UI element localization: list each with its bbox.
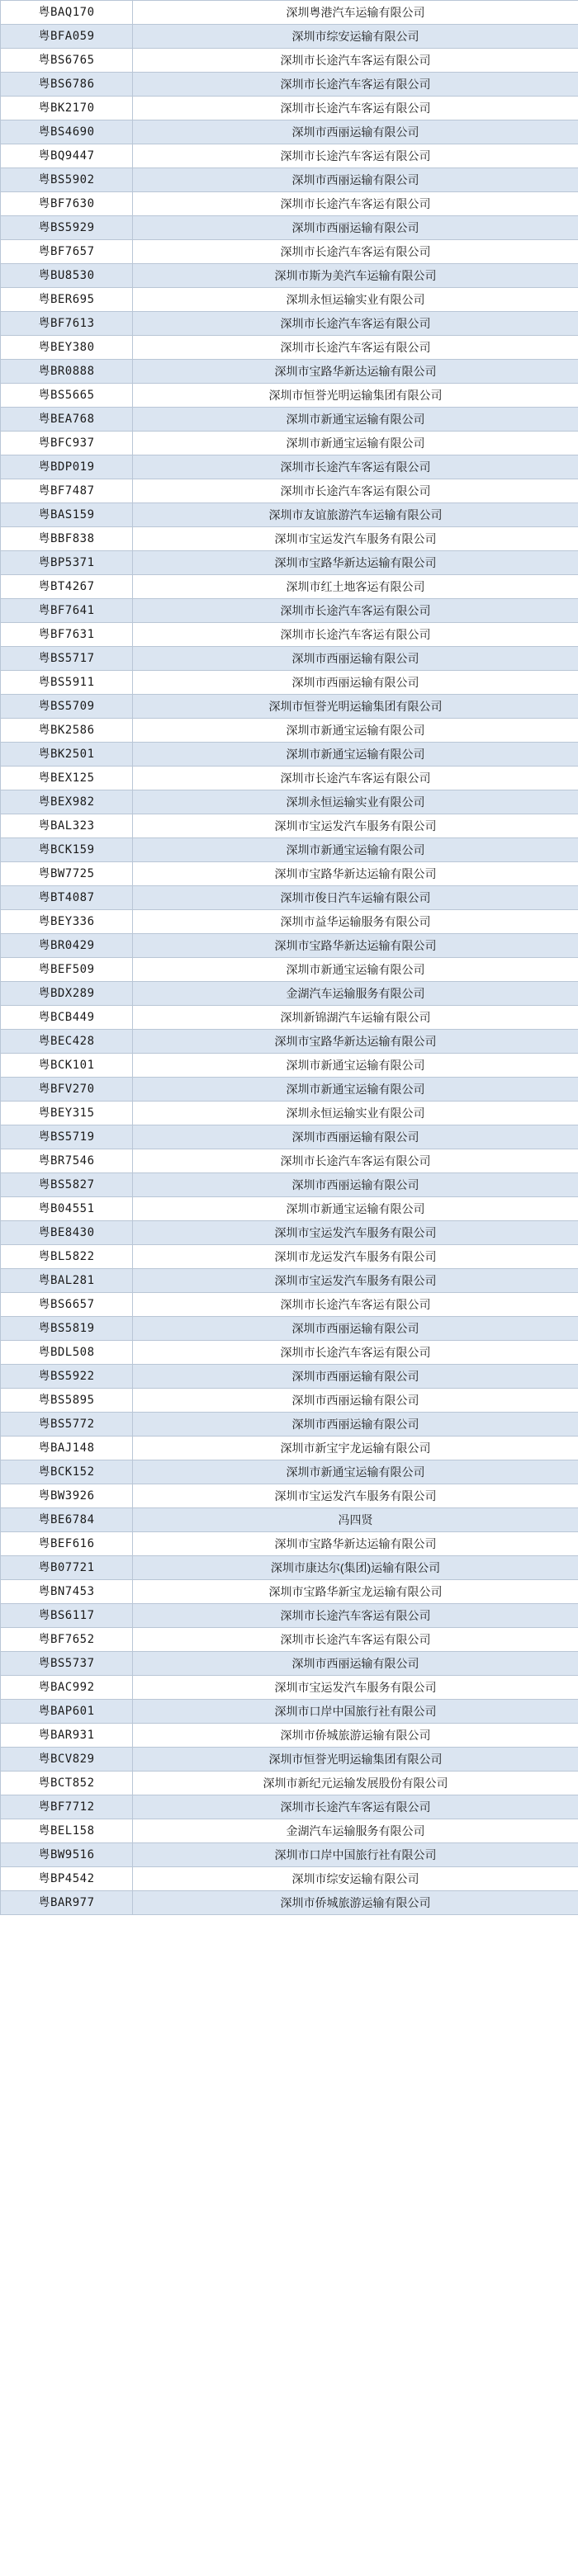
plate-number-cell: 粤BS4690 xyxy=(1,120,133,144)
company-name-cell: 深圳市西丽运输有限公司 xyxy=(133,216,578,240)
plate-number-cell: 粤BF7613 xyxy=(1,312,133,336)
company-name-cell: 深圳市益华运输服务有限公司 xyxy=(133,910,578,934)
company-name-cell: 深圳市俊日汽车运输有限公司 xyxy=(133,886,578,910)
table-row xyxy=(1,1508,578,1532)
table-row xyxy=(1,1556,578,1580)
plate-number-cell: 粤BF7657 xyxy=(1,240,133,264)
table-row xyxy=(1,1078,578,1102)
table-row xyxy=(1,1125,578,1149)
table-row xyxy=(1,1724,578,1748)
plate-number-cell: 粤BF7630 xyxy=(1,192,133,216)
company-name-cell: 深圳市宝运发汽车服务有限公司 xyxy=(133,1676,578,1700)
table-row xyxy=(1,97,578,120)
plate-number-cell: 粤BF7631 xyxy=(1,623,133,647)
company-name-cell: 深圳市长途汽车客运有限公司 xyxy=(133,312,578,336)
company-name-cell: 深圳市长途汽车客运有限公司 xyxy=(133,1293,578,1317)
table-row xyxy=(1,240,578,264)
company-name-cell: 深圳市综安运输有限公司 xyxy=(133,1867,578,1891)
plate-number-cell: 粤BFA059 xyxy=(1,25,133,49)
plate-number-cell: 粤BEF509 xyxy=(1,958,133,982)
company-name-cell: 深圳市新通宝运输有限公司 xyxy=(133,958,578,982)
table-row xyxy=(1,551,578,575)
company-name-cell: 深圳市新通宝运输有限公司 xyxy=(133,838,578,862)
table-row xyxy=(1,623,578,647)
plate-number-cell: 粤B07721 xyxy=(1,1556,133,1580)
plate-number-cell: 粤BEL158 xyxy=(1,1819,133,1843)
company-name-cell: 深圳市长途汽车客运有限公司 xyxy=(133,144,578,168)
plate-number-cell: 粤BAQ170 xyxy=(1,1,133,25)
table-row xyxy=(1,1795,578,1819)
company-name-cell: 深圳市宝路华新达运输有限公司 xyxy=(133,360,578,384)
company-name-cell: 深圳市新通宝运输有限公司 xyxy=(133,432,578,455)
company-name-cell: 深圳永恒运输实业有限公司 xyxy=(133,790,578,814)
table-row xyxy=(1,743,578,767)
plate-number-cell: 粤BS6117 xyxy=(1,1604,133,1628)
company-name-cell: 深圳市宝路华新达运输有限公司 xyxy=(133,1030,578,1054)
plate-number-cell: 粤BAL323 xyxy=(1,814,133,838)
company-name-cell: 深圳市侨城旅游运输有限公司 xyxy=(133,1724,578,1748)
table-row xyxy=(1,49,578,73)
company-name-cell: 深圳市西丽运输有限公司 xyxy=(133,168,578,192)
company-name-cell: 深圳市口岸中国旅行社有限公司 xyxy=(133,1843,578,1867)
table-row xyxy=(1,1843,578,1867)
plate-number-cell: 粤BE6784 xyxy=(1,1508,133,1532)
company-name-cell: 深圳市长途汽车客运有限公司 xyxy=(133,1604,578,1628)
company-name-cell: 深圳市宝运发汽车服务有限公司 xyxy=(133,1269,578,1293)
table-row xyxy=(1,168,578,192)
plate-number-cell: 粤BDL508 xyxy=(1,1341,133,1365)
table-row xyxy=(1,767,578,790)
table-row xyxy=(1,1365,578,1389)
plate-number-cell: 粤BN7453 xyxy=(1,1580,133,1604)
table-row xyxy=(1,1389,578,1413)
company-name-cell: 深圳市西丽运输有限公司 xyxy=(133,1173,578,1197)
plate-number-cell: 粤BP5371 xyxy=(1,551,133,575)
plate-number-cell: 粤BAP601 xyxy=(1,1700,133,1724)
table-row xyxy=(1,1819,578,1843)
company-name-cell: 深圳市西丽运输有限公司 xyxy=(133,1125,578,1149)
plate-number-cell: 粤BS5709 xyxy=(1,695,133,719)
table-row xyxy=(1,120,578,144)
plate-number-cell: 粤BS5719 xyxy=(1,1125,133,1149)
plate-number-cell: 粤BP4542 xyxy=(1,1867,133,1891)
company-name-cell: 深圳市长途汽车客运有限公司 xyxy=(133,623,578,647)
company-name-cell: 深圳市西丽运输有限公司 xyxy=(133,647,578,671)
table-row xyxy=(1,1269,578,1293)
table-row xyxy=(1,408,578,432)
plate-number-cell: 粤BR0888 xyxy=(1,360,133,384)
table-row xyxy=(1,814,578,838)
table-row xyxy=(1,599,578,623)
company-name-cell: 深圳粤港汽车运输有限公司 xyxy=(133,1,578,25)
company-name-cell: 金湖汽车运输服务有限公司 xyxy=(133,1819,578,1843)
company-name-cell: 深圳市新通宝运输有限公司 xyxy=(133,719,578,743)
table-row xyxy=(1,1102,578,1125)
plate-number-cell: 粤BF7641 xyxy=(1,599,133,623)
plate-number-cell: 粤BEX125 xyxy=(1,767,133,790)
company-name-cell: 深圳市新纪元运输发展股份有限公司 xyxy=(133,1772,578,1795)
table-row xyxy=(1,1221,578,1245)
plate-number-cell: 粤B04551 xyxy=(1,1197,133,1221)
plate-number-cell: 粤BEY336 xyxy=(1,910,133,934)
plate-number-cell: 粤BK2586 xyxy=(1,719,133,743)
company-name-cell: 深圳市新宝宇龙运输有限公司 xyxy=(133,1437,578,1460)
company-name-cell: 深圳市长途汽车客运有限公司 xyxy=(133,1628,578,1652)
plate-number-cell: 粤BS5717 xyxy=(1,647,133,671)
plate-number-cell: 粤BK2170 xyxy=(1,97,133,120)
company-name-cell: 深圳市宝路华新达运输有限公司 xyxy=(133,934,578,958)
plate-number-cell: 粤BEY315 xyxy=(1,1102,133,1125)
company-name-cell: 深圳市宝路华新达运输有限公司 xyxy=(133,551,578,575)
table-row xyxy=(1,838,578,862)
table-row xyxy=(1,1700,578,1724)
plate-number-cell: 粤BAS159 xyxy=(1,503,133,527)
table-row xyxy=(1,73,578,97)
plate-number-cell: 粤BCB449 xyxy=(1,1006,133,1030)
company-name-cell: 深圳永恒运输实业有限公司 xyxy=(133,1102,578,1125)
company-name-cell: 深圳市长途汽车客运有限公司 xyxy=(133,479,578,503)
company-name-cell: 深圳市长途汽车客运有限公司 xyxy=(133,97,578,120)
table-row xyxy=(1,479,578,503)
company-name-cell: 深圳市长途汽车客运有限公司 xyxy=(133,192,578,216)
plate-number-cell: 粤BF7487 xyxy=(1,479,133,503)
company-name-cell: 深圳市宝路华新达运输有限公司 xyxy=(133,862,578,886)
plate-number-cell: 粤BE8430 xyxy=(1,1221,133,1245)
table-row xyxy=(1,288,578,312)
table-row xyxy=(1,1413,578,1437)
table-row xyxy=(1,862,578,886)
table-row xyxy=(1,790,578,814)
company-name-cell: 深圳市西丽运输有限公司 xyxy=(133,1389,578,1413)
table-row xyxy=(1,527,578,551)
table-body xyxy=(1,1,578,1915)
company-name-cell: 深圳市口岸中国旅行社有限公司 xyxy=(133,1700,578,1724)
company-name-cell: 深圳市新通宝运输有限公司 xyxy=(133,1460,578,1484)
table-row xyxy=(1,1245,578,1269)
table-row xyxy=(1,264,578,288)
plate-number-cell: 粤BK2501 xyxy=(1,743,133,767)
table-row xyxy=(1,647,578,671)
company-name-cell: 深圳市恒誉光明运输集团有限公司 xyxy=(133,1748,578,1772)
table-row xyxy=(1,1341,578,1365)
plate-number-cell: 粤BS6657 xyxy=(1,1293,133,1317)
company-name-cell: 深圳市长途汽车客运有限公司 xyxy=(133,1341,578,1365)
plate-number-cell: 粤BW9516 xyxy=(1,1843,133,1867)
plate-number-cell: 粤BDP019 xyxy=(1,455,133,479)
company-name-cell: 深圳市长途汽车客运有限公司 xyxy=(133,49,578,73)
table-row xyxy=(1,1173,578,1197)
company-name-cell: 深圳市新通宝运输有限公司 xyxy=(133,408,578,432)
plate-number-cell: 粤BAR931 xyxy=(1,1724,133,1748)
plate-number-cell: 粤BS5922 xyxy=(1,1365,133,1389)
table-row xyxy=(1,1,578,25)
table-row xyxy=(1,1460,578,1484)
plate-number-cell: 粤BL5822 xyxy=(1,1245,133,1269)
table-row xyxy=(1,503,578,527)
plate-number-cell: 粤BR7546 xyxy=(1,1149,133,1173)
plate-number-cell: 粤BEF616 xyxy=(1,1532,133,1556)
plate-number-cell: 粤BS6786 xyxy=(1,73,133,97)
company-name-cell: 深圳市长途汽车客运有限公司 xyxy=(133,240,578,264)
table-row xyxy=(1,1484,578,1508)
company-name-cell: 深圳市宝路华新达运输有限公司 xyxy=(133,1532,578,1556)
company-name-cell: 深圳市西丽运输有限公司 xyxy=(133,1365,578,1389)
table-row xyxy=(1,695,578,719)
plate-number-cell: 粤BS5929 xyxy=(1,216,133,240)
table-row xyxy=(1,1652,578,1676)
company-name-cell: 深圳新锦湖汽车运输有限公司 xyxy=(133,1006,578,1030)
company-name-cell: 深圳市长途汽车客运有限公司 xyxy=(133,1795,578,1819)
plate-number-cell: 粤BCK101 xyxy=(1,1054,133,1078)
table-row xyxy=(1,336,578,360)
plate-number-cell: 粤BAJ148 xyxy=(1,1437,133,1460)
company-name-cell: 深圳市恒誉光明运输集团有限公司 xyxy=(133,695,578,719)
company-name-cell: 深圳市恒誉光明运输集团有限公司 xyxy=(133,384,578,408)
company-name-cell: 深圳市新通宝运输有限公司 xyxy=(133,1197,578,1221)
table-row xyxy=(1,1293,578,1317)
table-row xyxy=(1,1149,578,1173)
plate-number-cell: 粤BS5827 xyxy=(1,1173,133,1197)
table-row xyxy=(1,982,578,1006)
company-name-cell: 深圳市长途汽车客运有限公司 xyxy=(133,599,578,623)
table-row xyxy=(1,575,578,599)
plate-number-cell: 粤BS5819 xyxy=(1,1317,133,1341)
company-name-cell: 深圳市西丽运输有限公司 xyxy=(133,671,578,695)
company-name-cell: 深圳市友谊旅游汽车运输有限公司 xyxy=(133,503,578,527)
table-row xyxy=(1,1604,578,1628)
plate-number-cell: 粤BU8530 xyxy=(1,264,133,288)
company-name-cell: 深圳永恒运输实业有限公司 xyxy=(133,288,578,312)
company-name-cell: 深圳市长途汽车客运有限公司 xyxy=(133,1149,578,1173)
table-row xyxy=(1,1006,578,1030)
company-name-cell: 深圳市宝运发汽车服务有限公司 xyxy=(133,814,578,838)
plate-number-cell: 粤BFV270 xyxy=(1,1078,133,1102)
company-name-cell: 深圳市康达尔(集团)运输有限公司 xyxy=(133,1556,578,1580)
plate-number-cell: 粤BR0429 xyxy=(1,934,133,958)
plate-number-cell: 粤BAL281 xyxy=(1,1269,133,1293)
plate-number-cell: 粤BAC992 xyxy=(1,1676,133,1700)
table-row xyxy=(1,432,578,455)
table-row xyxy=(1,1030,578,1054)
company-name-cell: 深圳市龙运发汽车服务有限公司 xyxy=(133,1245,578,1269)
company-name-cell: 冯四贤 xyxy=(133,1508,578,1532)
plate-number-cell: 粤BT4267 xyxy=(1,575,133,599)
table-row xyxy=(1,958,578,982)
plate-number-cell: 粤BCK159 xyxy=(1,838,133,862)
company-name-cell: 深圳市西丽运输有限公司 xyxy=(133,1413,578,1437)
company-name-cell: 深圳市综安运输有限公司 xyxy=(133,25,578,49)
plate-number-cell: 粤BS6765 xyxy=(1,49,133,73)
table-row xyxy=(1,1867,578,1891)
table-row xyxy=(1,671,578,695)
table-row xyxy=(1,192,578,216)
plate-number-cell: 粤BW7725 xyxy=(1,862,133,886)
table-row xyxy=(1,25,578,49)
table-row xyxy=(1,886,578,910)
plate-number-cell: 粤BBF838 xyxy=(1,527,133,551)
company-name-cell: 深圳市西丽运输有限公司 xyxy=(133,1317,578,1341)
plate-number-cell: 粤BEX982 xyxy=(1,790,133,814)
plate-number-cell: 粤BCV829 xyxy=(1,1748,133,1772)
plate-number-cell: 粤BCK152 xyxy=(1,1460,133,1484)
company-name-cell: 深圳市宝路华新宝龙运输有限公司 xyxy=(133,1580,578,1604)
plate-number-cell: 粤BEC428 xyxy=(1,1030,133,1054)
table-row xyxy=(1,216,578,240)
table-row xyxy=(1,1054,578,1078)
plate-number-cell: 粤BCT852 xyxy=(1,1772,133,1795)
plate-number-cell: 粤BS5665 xyxy=(1,384,133,408)
company-name-cell: 深圳市西丽运输有限公司 xyxy=(133,120,578,144)
company-name-cell: 深圳市长途汽车客运有限公司 xyxy=(133,767,578,790)
plate-number-cell: 粤BDX289 xyxy=(1,982,133,1006)
table-row xyxy=(1,1317,578,1341)
company-name-cell: 深圳市侨城旅游运输有限公司 xyxy=(133,1891,578,1915)
plate-number-cell: 粤BS5772 xyxy=(1,1413,133,1437)
company-name-cell: 深圳市长途汽车客运有限公司 xyxy=(133,455,578,479)
plate-number-cell: 粤BFC937 xyxy=(1,432,133,455)
table-row xyxy=(1,360,578,384)
table-row xyxy=(1,1580,578,1604)
table-row xyxy=(1,1197,578,1221)
company-name-cell: 深圳市西丽运输有限公司 xyxy=(133,1652,578,1676)
plate-number-cell: 粤BT4087 xyxy=(1,886,133,910)
plate-number-cell: 粤BER695 xyxy=(1,288,133,312)
plate-number-cell: 粤BS5737 xyxy=(1,1652,133,1676)
table-row xyxy=(1,455,578,479)
table-row xyxy=(1,384,578,408)
company-name-cell: 深圳市宝运发汽车服务有限公司 xyxy=(133,1484,578,1508)
table-row xyxy=(1,1437,578,1460)
company-name-cell: 深圳市红土地客运有限公司 xyxy=(133,575,578,599)
plate-number-cell: 粤BS5895 xyxy=(1,1389,133,1413)
company-name-cell: 深圳市斯为美汽车运输有限公司 xyxy=(133,264,578,288)
plate-number-cell: 粤BQ9447 xyxy=(1,144,133,168)
company-name-cell: 深圳市长途汽车客运有限公司 xyxy=(133,336,578,360)
table-row xyxy=(1,1676,578,1700)
table-row xyxy=(1,1748,578,1772)
plate-number-cell: 粤BF7712 xyxy=(1,1795,133,1819)
plate-number-cell: 粤BEA768 xyxy=(1,408,133,432)
company-name-cell: 深圳市新通宝运输有限公司 xyxy=(133,743,578,767)
plate-number-cell: 粤BAR977 xyxy=(1,1891,133,1915)
table-row xyxy=(1,312,578,336)
table-row xyxy=(1,1772,578,1795)
table-row xyxy=(1,934,578,958)
company-name-cell: 深圳市新通宝运输有限公司 xyxy=(133,1078,578,1102)
company-name-cell: 深圳市宝运发汽车服务有限公司 xyxy=(133,527,578,551)
table-row xyxy=(1,910,578,934)
company-name-cell: 深圳市宝运发汽车服务有限公司 xyxy=(133,1221,578,1245)
table-row xyxy=(1,1628,578,1652)
table-row xyxy=(1,1891,578,1915)
company-name-cell: 深圳市新通宝运输有限公司 xyxy=(133,1054,578,1078)
plate-number-cell: 粤BEY380 xyxy=(1,336,133,360)
table-row xyxy=(1,719,578,743)
company-name-cell: 深圳市长途汽车客运有限公司 xyxy=(133,73,578,97)
company-name-cell: 金湖汽车运输服务有限公司 xyxy=(133,982,578,1006)
plate-number-cell: 粤BS5911 xyxy=(1,671,133,695)
table-row xyxy=(1,144,578,168)
plate-number-cell: 粤BW3926 xyxy=(1,1484,133,1508)
table-row xyxy=(1,1532,578,1556)
plate-number-cell: 粤BS5902 xyxy=(1,168,133,192)
plate-number-cell: 粤BF7652 xyxy=(1,1628,133,1652)
